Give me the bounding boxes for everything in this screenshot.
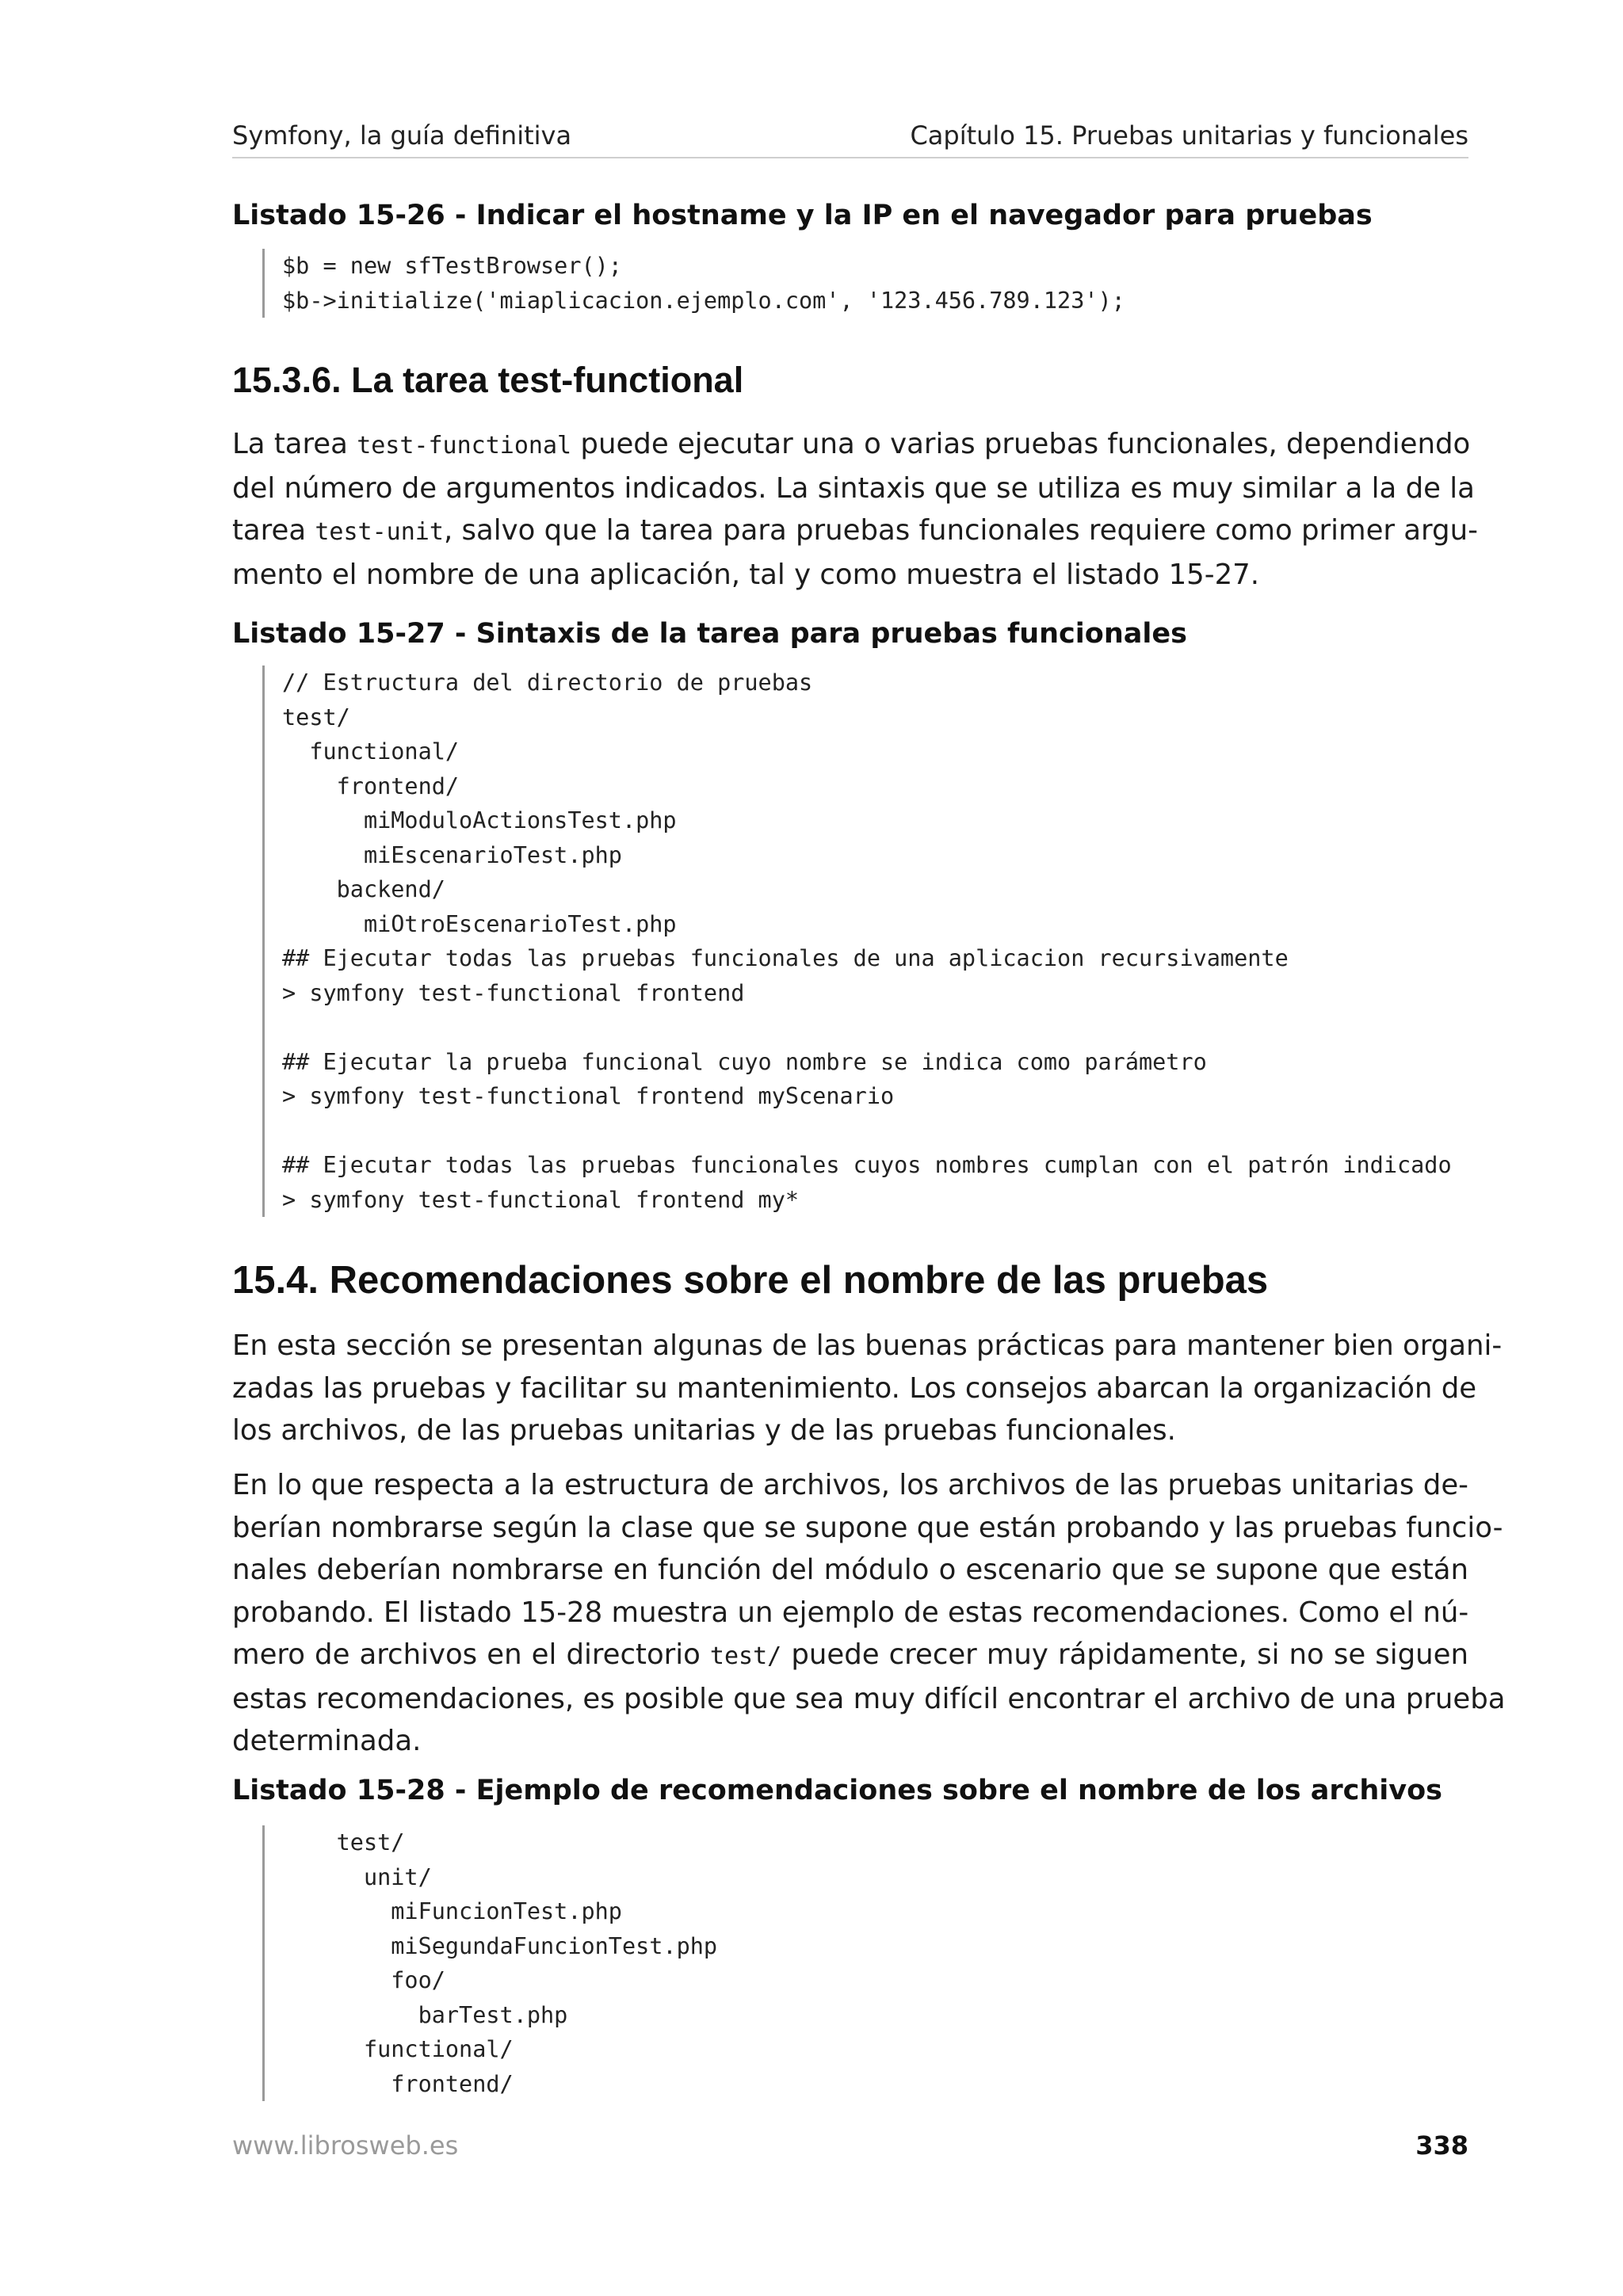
code-line: > symfony test-functional frontend myScenario	[282, 1083, 895, 1109]
inline-code: test-functional	[357, 432, 572, 460]
code-line: ## Ejecutar la prueba funcional cuyo nombre se indica como parámetro	[282, 1048, 1207, 1075]
code-line: barTest.php	[282, 2001, 568, 2028]
code-line: ## Ejecutar todas las pruebas funcionales de una aplicacion recursivamente	[282, 945, 1289, 971]
code-line: // Estructura del directorio de pruebas	[282, 669, 813, 696]
footer-site: www.librosweb.es	[232, 2130, 459, 2161]
code-line: frontend/	[282, 2070, 514, 2097]
code-line	[282, 1114, 1468, 1149]
chapter-title: Capítulo 15. Pruebas unitarias y funcionales	[910, 120, 1468, 151]
code-line: > symfony test-functional frontend my*	[282, 1186, 800, 1213]
code-line: > symfony test-functional frontend	[282, 979, 745, 1006]
text-line: los archivos, de las pruebas unitarias y de las pruebas funcionales.	[232, 1414, 1176, 1447]
code-line: miEscenarioTest.php	[282, 841, 622, 868]
code-line: functional/	[282, 738, 460, 765]
text-line: nales deberían nombrarse en función del módulo o escenario que se supone que están	[232, 1554, 1468, 1586]
code-line: test/	[282, 704, 350, 730]
code-line: $b->initialize('miaplicacion.ejemplo.com', '123.456.789.123');	[282, 287, 1125, 314]
inline-code: test-unit	[315, 518, 444, 546]
code-line: backend/	[282, 876, 445, 902]
code-line: $b = new sfTestBrowser();	[282, 253, 622, 279]
page-number: 338	[1415, 2130, 1468, 2161]
text-line: tarea test-unit, salvo que la tarea para pruebas funcionales requiere como primer argu-	[232, 514, 1478, 547]
code-line: miFuncionTest.php	[282, 1898, 622, 1924]
code-line: ## Ejecutar todas las pruebas funcionales cuyos nombres cumplan con el patrón indicado	[282, 1152, 1452, 1178]
listing-15-28-title: Listado 15-28 - Ejemplo de recomendaciones sobre el nombre de los archivos	[232, 1775, 1442, 1806]
code-line: miModuloActionsTest.php	[282, 807, 677, 833]
listing-15-27-title: Listado 15-27 - Sintaxis de la tarea para pruebas funcionales	[232, 618, 1187, 650]
text-line: mento el nombre de una aplicación, tal y como muestra el listado 15-27.	[232, 558, 1260, 591]
inline-code: test/	[709, 1642, 782, 1670]
text-line: del número de argumentos indicados. La sintaxis que se utiliza es muy similar a la de la	[232, 471, 1475, 505]
paragraph-test-functional	[232, 423, 1478, 596]
text-line: La tarea test-functional puede ejecutar una o varias pruebas funcionales, dependiendo	[232, 428, 1471, 460]
code-line: miOtroEscenarioTest.php	[282, 910, 677, 937]
section-heading-15-3-6: 15.3.6. La tarea test-functional	[232, 360, 744, 400]
text-line: berían nombrarse según la clase que se supone que están probando y las pruebas funcio-	[232, 1511, 1503, 1544]
book-title: Symfony, la guía definitiva	[232, 120, 572, 151]
listing-15-26-title: Listado 15-26 - Indicar el hostname y la IP en el navegador para pruebas	[232, 200, 1373, 231]
text-line: estas recomendaciones, es posible que sea muy difícil encontrar el archivo de una prueba	[232, 1682, 1506, 1715]
text-line: En lo que respecta a la estructura de archivos, los archivos de las pruebas unitarias de-	[232, 1469, 1468, 1501]
listing-15-27-code	[262, 666, 1468, 1217]
paragraph-file-structure	[232, 1464, 1506, 1763]
paragraph-recommendations-intro	[232, 1325, 1503, 1452]
code-line: miSegundaFuncionTest.php	[282, 1932, 718, 1959]
code-line	[282, 1010, 1468, 1045]
text-line: determinada.	[232, 1725, 422, 1757]
text-line: En esta sección se presentan algunas de las buenas prácticas para mantener bien organi-	[232, 1329, 1503, 1362]
code-line: frontend/	[282, 772, 460, 799]
running-header	[232, 117, 1468, 158]
listing-15-28-code	[262, 1825, 1468, 2101]
text-line: zadas las pruebas y facilitar su mantenimiento. Los consejos abarcan la organización de	[232, 1371, 1477, 1405]
section-heading-15-4: 15.4. Recomendaciones sobre el nombre de las pruebas	[232, 1259, 1269, 1302]
code-line: functional/	[282, 2036, 514, 2062]
text-line: probando. El listado 15-28 muestra un ejemplo de estas recomendaciones. Como el nú-	[232, 1596, 1469, 1629]
code-line: unit/	[282, 1863, 432, 1890]
code-line: test/	[282, 1829, 405, 1855]
code-line: foo/	[282, 1967, 445, 1993]
text-line: mero de archivos en el directorio test/ puede crecer muy rápidamente, si no se siguen	[232, 1638, 1468, 1671]
listing-15-26-code	[262, 249, 1468, 318]
page-footer	[232, 2127, 1468, 2164]
